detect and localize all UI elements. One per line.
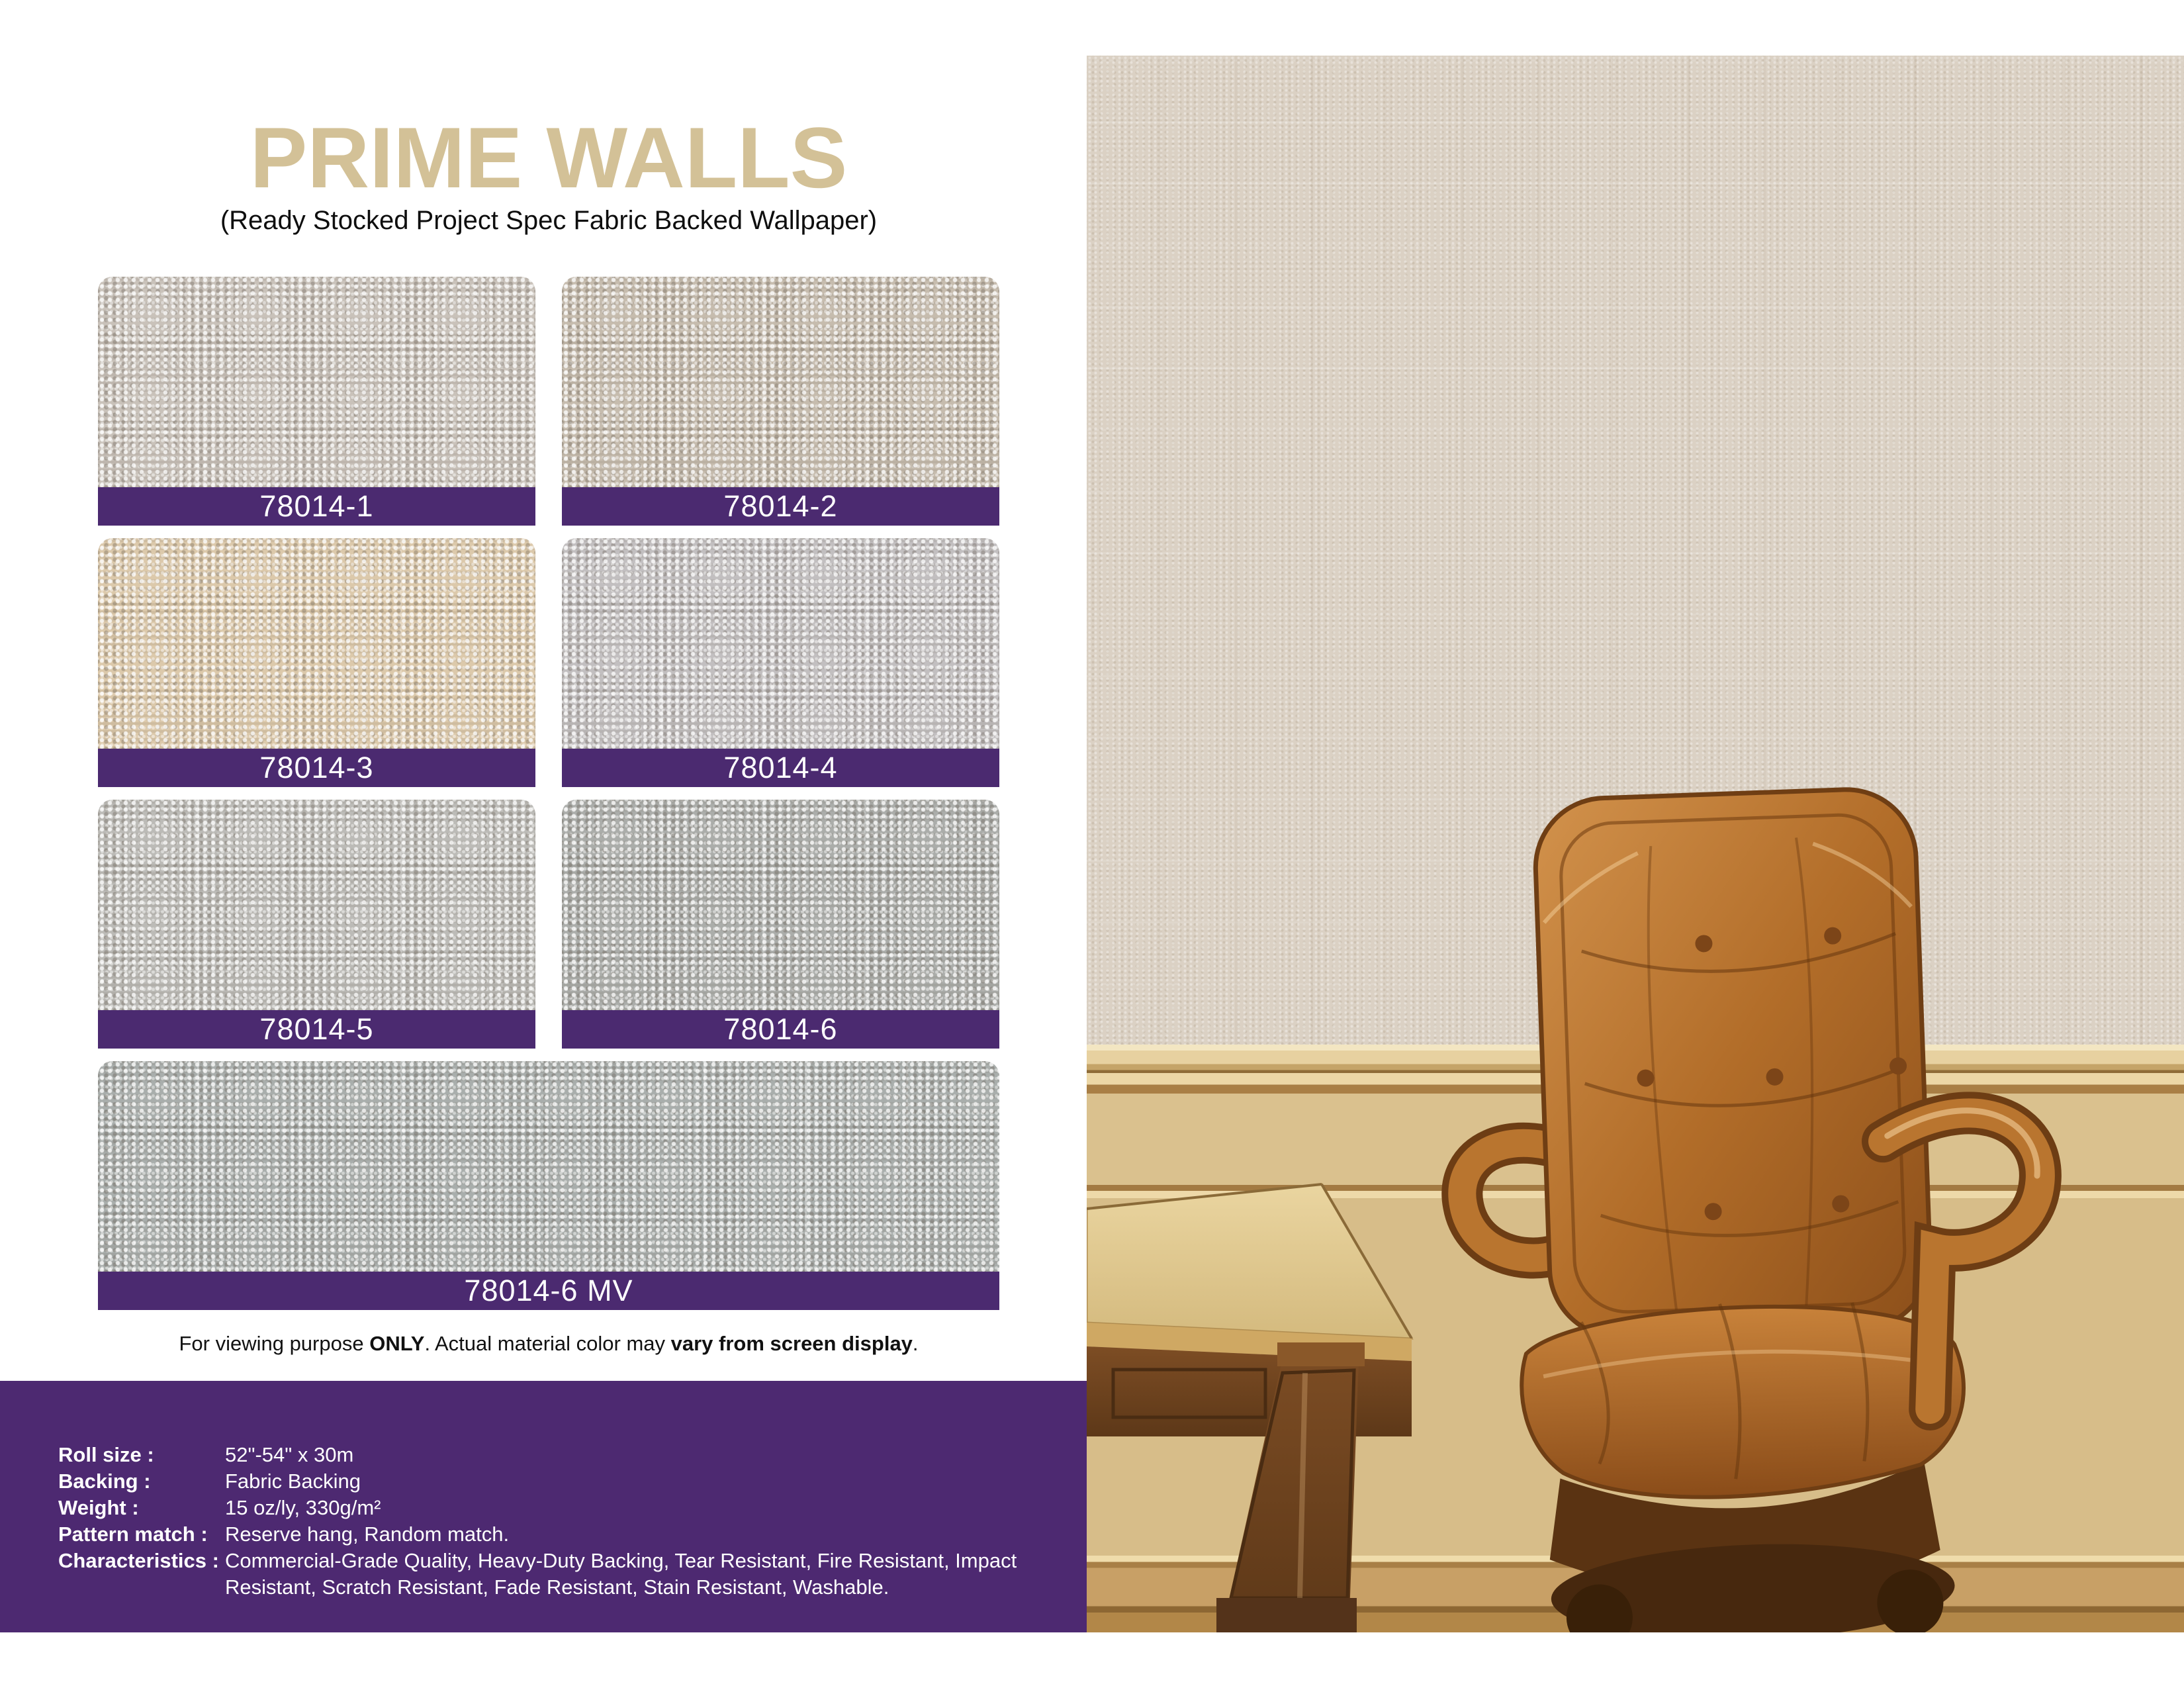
spec-row-pattern-match	[58, 1521, 1044, 1548]
spec-label: Pattern match :	[58, 1523, 208, 1546]
room-scene-image	[1087, 56, 2184, 1632]
spec-value: Commercial-Grade Quality, Heavy-Duty Backing, Tear Resistant, Fire Resistant, Impact Resistant, Scratch Resistant, Fade Resistant, Stain Resistant, Washable.	[225, 1549, 1017, 1599]
fabric-sample-image	[562, 277, 999, 487]
swatch-card	[562, 277, 999, 526]
swatch-card	[562, 800, 999, 1049]
disclaimer-text: For viewing purpose ONLY. Actual material color may vary from screen display.	[179, 1332, 919, 1355]
spec-value: Fabric Backing	[225, 1470, 361, 1493]
page-subtitle: (Ready Stocked Project Spec Fabric Backed Wallpaper)	[220, 205, 878, 235]
swatch-card	[562, 538, 999, 787]
spec-value: 15 oz/ly, 330g/m²	[225, 1496, 381, 1519]
spec-label: Backing :	[58, 1470, 151, 1493]
fabric-sample-image	[98, 800, 535, 1010]
fabric-sample-image	[98, 1061, 999, 1272]
swatch-grid	[98, 277, 999, 1310]
furniture-illustration	[1087, 56, 2184, 1632]
spec-value: 52"-54" x 30m	[225, 1443, 354, 1466]
spec-row-weight	[58, 1495, 1044, 1521]
page-title: PRIME WALLS	[250, 109, 848, 206]
spec-row-backing	[58, 1468, 1044, 1495]
specifications-panel	[0, 1381, 1087, 1632]
fabric-sample-image	[562, 800, 999, 1010]
swatch-code-label: 78014-6	[562, 1010, 999, 1049]
wooden-desk	[1087, 1184, 1412, 1632]
spec-row-roll-size	[58, 1442, 1044, 1468]
leather-office-chair	[1449, 783, 2056, 1632]
swatch-code-label: 78014-4	[562, 749, 999, 787]
swatch-code-label: 78014-1	[98, 487, 535, 526]
spec-label: Roll size :	[58, 1443, 154, 1466]
spec-label: Characteristics :	[58, 1549, 219, 1572]
spec-rows	[58, 1442, 1044, 1601]
swatch-card	[98, 277, 535, 526]
fabric-sample-image	[98, 277, 535, 487]
fabric-sample-image	[98, 538, 535, 749]
fabric-sample-image	[562, 538, 999, 749]
swatch-card	[98, 800, 535, 1049]
swatch-card-wide	[98, 1061, 999, 1310]
swatch-code-label: 78014-2	[562, 487, 999, 526]
swatch-card	[98, 538, 535, 787]
catalog-panel	[0, 0, 1087, 1688]
spec-row-characteristics	[58, 1548, 1044, 1601]
swatch-code-label: 78014-6 MV	[98, 1272, 999, 1310]
spec-label: Weight :	[58, 1496, 139, 1519]
swatch-code-label: 78014-5	[98, 1010, 535, 1049]
page-header	[98, 109, 999, 236]
spec-value: Reserve hang, Random match.	[225, 1523, 510, 1546]
swatch-code-label: 78014-3	[98, 749, 535, 787]
